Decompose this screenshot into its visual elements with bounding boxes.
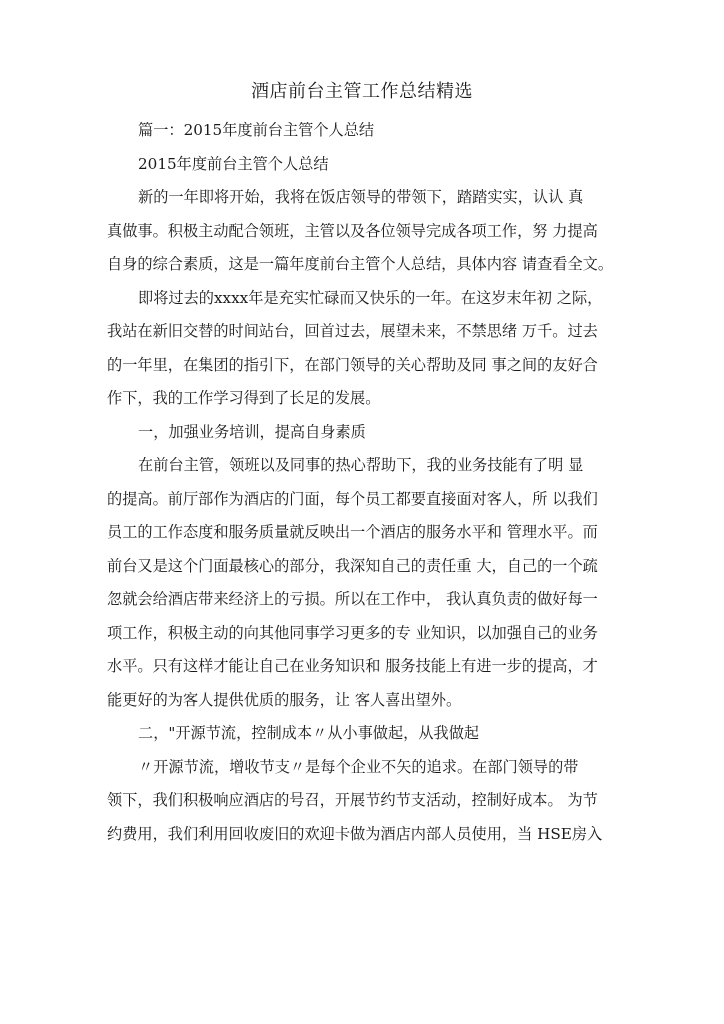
document-title: 酒店前台主管工作总结精选: [251, 81, 473, 102]
text-line: 我站在新旧交替的时间站台，回首过去，展望未来，不禁思绪 万千。过去: [107, 322, 598, 340]
body-paragraph: [107, 751, 624, 852]
text-line: 在前台主管，领班以及同事的热心帮助下，我的业务技能有了明 显: [138, 456, 584, 474]
text-line: 新的一年即将开始，我将在饭店领导的带领下，踏踏实实，认认 真: [138, 188, 584, 206]
body-paragraph: [107, 181, 624, 282]
text-line: 领下，我们积极响应酒店的号召，开展节约节支活动，控制好成本。 为节: [107, 791, 598, 809]
text-line: 〃开源节流，增收节支〃是每个企业不矢的追求。在部门领导的带: [138, 757, 579, 776]
section-heading: [107, 114, 624, 148]
text-line: 作下，我的工作学习得到了长足的发展。: [107, 389, 381, 407]
text-line: 真做事。积极主动配合领班，主管以及各位领导完成各项工作，努 力提高: [107, 221, 598, 240]
document-body: [107, 114, 624, 851]
text-line: 即将过去的xxxx年是充实忙碌而又快乐的一年。在这岁末年初 之际，: [138, 288, 603, 307]
text-line: 2015年度前台主管个人总结: [138, 154, 329, 173]
text-line: 自身的综合素质，这是一篇年度前台主管个人总结，具体内容 请查看全文。: [107, 255, 614, 273]
body-paragraph: [107, 282, 624, 416]
text-line: 项工作，积极主动的向其他同事学习更多的专 业知识，以加强自己的业务: [107, 623, 598, 642]
text-line: 员工的工作态度和服务质量就反映出一个酒店的服务水平和 管理水平。而: [107, 523, 598, 541]
text-line: 二，"开源节流，控制成本〃从小事做起，从我做起: [138, 724, 480, 742]
text-line: 一，加强业务培训，提高自身素质: [138, 422, 366, 441]
text-line: 的提高。前厅部作为酒店的门面，每个员工都要直接面对客人，所 以我们: [107, 489, 598, 508]
section-subheading: [107, 148, 624, 182]
section-heading: [107, 416, 624, 450]
text-line: 忽就会给酒店带来经济上的亏损。所以在工作中， 我认真负责的做好每一: [107, 590, 598, 608]
section-heading: [107, 717, 624, 751]
text-line: 篇一：2015年度前台主管个人总结: [138, 121, 375, 139]
text-line: 约费用，我们利用回收废旧的欢迎卡做为酒店内部人员使用，当 HSE房入: [107, 824, 603, 843]
body-paragraph: [107, 449, 624, 717]
text-line: 前台又是这个门面最核心的部分，我深知自己的责任重 大，自己的一个疏: [107, 556, 598, 575]
text-line: 水平。只有这样才能让自己在业务知识和 服务技能上有进一步的提高，才: [107, 657, 598, 675]
text-line: 的一年里，在集团的指引下，在部门领导的关心帮助及同 事之间的友好合: [107, 355, 598, 374]
text-line: 能更好的为客人提供优质的服务，让 客人喜出望外。: [107, 690, 462, 709]
